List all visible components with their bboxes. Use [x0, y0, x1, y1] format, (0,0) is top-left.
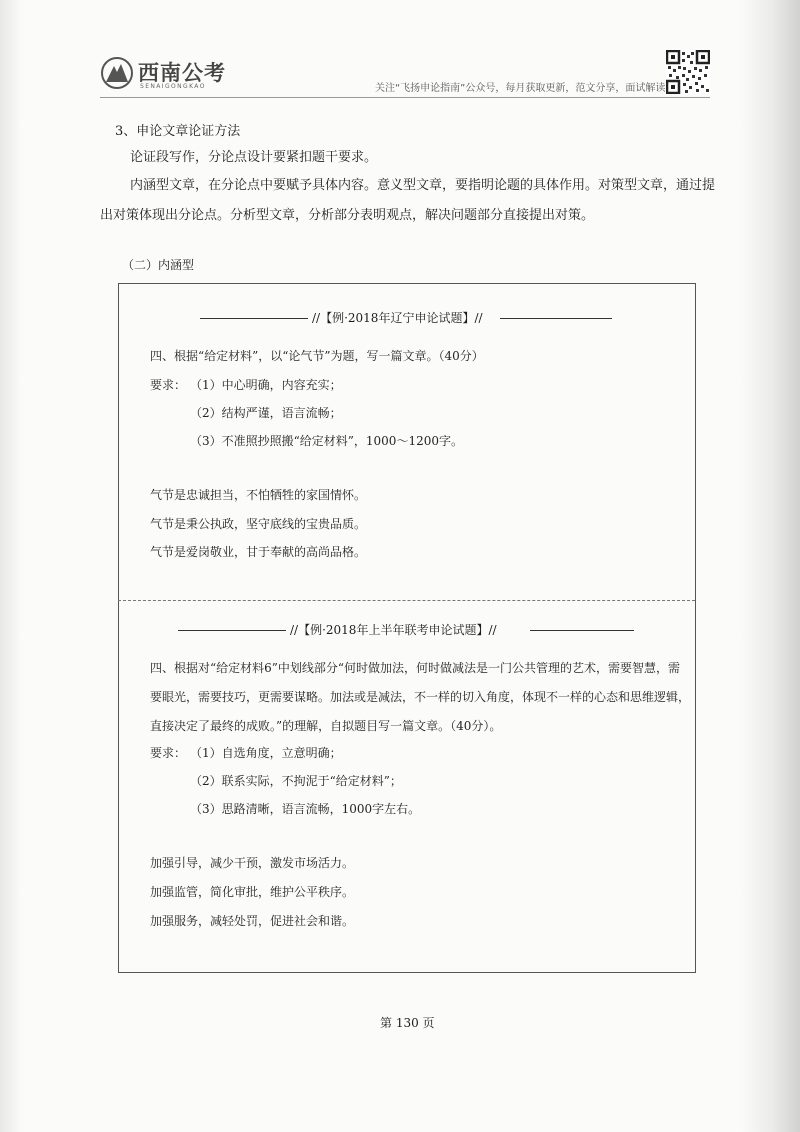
page-header	[100, 50, 720, 100]
example2-question: 四、根据对“给定材料6”中划线部分“何时做加法，何时做减法是一门公共管理的艺术，需要智慧，需要眼光，需要技巧，更需要谋略。加法或是减法，不一样的切入角度，体现不一样的心态和思维逻辑，直接决定了最终的成败。”的理解，自拟题目写一篇文章。（40分）。	[150, 661, 691, 733]
example1-answer-3: 气节是爱岗敬业，甘于奉献的高尚品格。	[150, 545, 367, 559]
example2-req-3: （3）思路清晰，语言流畅，1000字左右。	[190, 802, 421, 816]
example1-question: 四、根据“给定材料”，以“论气节”为题，写一篇文章。（40分）	[150, 349, 484, 363]
example1-rule-right	[500, 318, 612, 319]
scan-shadow-left	[0, 0, 22, 1132]
logo-name: 西南公考	[138, 61, 226, 85]
paragraph-1: 论证段写作，分论点设计要紧扣题干要求。	[130, 150, 378, 165]
page-number: 第 130 页	[380, 1016, 435, 1030]
paragraph-2: 内涵型文章，在分论点中要赋予具体内容。意义型文章，要指明论题的具体作用。对策型文章，通过提出对策体现出分论点。分析型文章，分析部分表明观点，解决问题部分直接提出对策。	[100, 178, 716, 223]
example1-title: //【例·2018年辽宁申论试题】//	[312, 311, 483, 325]
example1-answer-2: 气节是秉公执政，坚守底线的宝贵品质。	[150, 517, 367, 531]
example1-req-1: （1）中心明确，内容充实；	[190, 378, 342, 392]
example1-req-2: （2）结构严谨，语言流畅；	[190, 406, 342, 420]
logo-mark-icon	[100, 56, 134, 90]
example2-req-label: 要求：	[150, 746, 187, 760]
example2-answer-2: 加强监管，简化审批，维护公平秩序。	[150, 885, 355, 899]
box-divider	[118, 600, 695, 601]
example2-answer-1: 加强引导，减少干预，激发市场活力。	[150, 856, 355, 870]
example2-rule-right	[530, 630, 634, 631]
example2-req-1: （1）自选角度，立意明确；	[190, 746, 342, 760]
scan-shadow-right	[740, 0, 800, 1132]
logo-subtitle: SENAIGONGKAO	[140, 83, 206, 90]
header-note: 关注“飞扬申论指南”公众号，每月获取更新，范文分享，面试解读	[375, 83, 666, 94]
example2-req-2: （2）联系实际，不拘泥于“给定材料”；	[190, 774, 402, 788]
example1-req-label: 要求：	[150, 378, 187, 392]
qr-code-icon	[666, 50, 710, 94]
example2-rule-left	[178, 630, 286, 631]
example1-answer-1: 气节是忠诚担当，不怕牺牲的家国情怀。	[150, 488, 367, 502]
section-title: 3、申论文章论证方法	[115, 124, 241, 139]
sub-heading: （二）内涵型	[122, 258, 195, 272]
example1-rule-left	[200, 318, 308, 319]
example1-req-3: （3）不准照抄照搬“给定材料”，1000～1200字。	[190, 434, 463, 448]
example2-answer-3: 加强服务，减轻处罚，促进社会和谐。	[150, 914, 355, 928]
header-rule	[100, 97, 710, 98]
example2-title: //【例·2018年上半年联考申论试题】//	[290, 623, 497, 637]
logo	[100, 56, 230, 96]
